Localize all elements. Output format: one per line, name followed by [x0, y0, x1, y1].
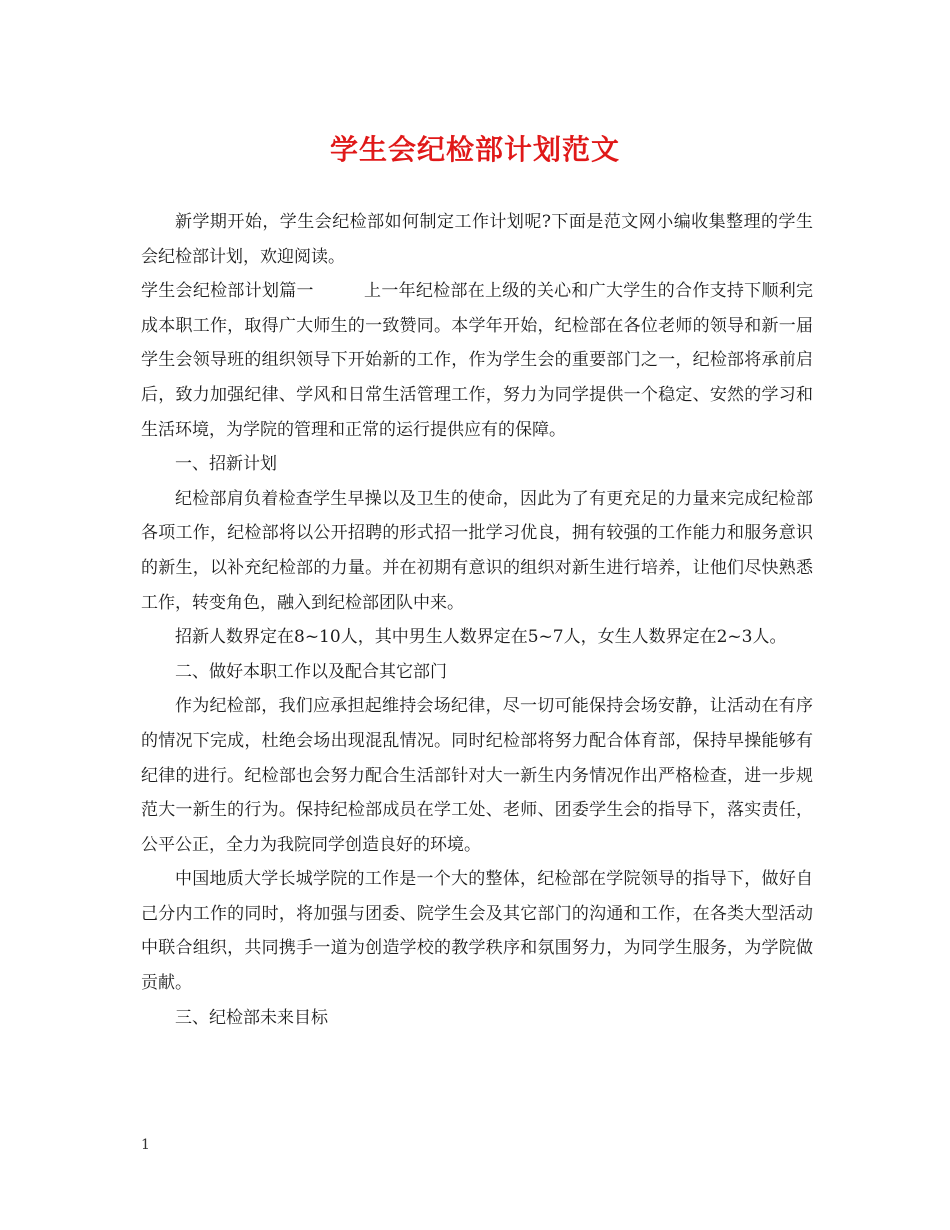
recruitment-numbers-paragraph: 招新人数界定在8~10人，其中男生人数界定在5~7人，女生人数界定在2~3人。	[175, 627, 787, 648]
heading-recruitment: 一、招新计划	[175, 454, 277, 475]
heading-goals: 三、纪检部未来目标	[175, 1007, 328, 1028]
section-label: 学生会纪检部计划篇一	[141, 281, 314, 302]
document-title: 学生会纪检部计划范文	[329, 133, 620, 166]
duties-paragraph: 作为纪检部，我们应承担起维持会场纪律，尽一切可能保持会场安静，让活动在有序的情况下完成，杜绝会场出现混乱情况。同时纪检部将努力配合体育部，保持早操能够有纪律的进行。纪检部也会努力配合生活部针对大一新生内务情况作出严格检查，进一步规范大一新生的行为。保持纪检部成员在学工处、老师、团委学生会的指导下，落实责任，公平公正，全力为我院同学创造良好的环境。	[141, 696, 813, 855]
cooperation-paragraph: 中国地质大学长城学院的工作是一个大的整体，纪检部在学院领导的指导下，做好自己分内工作的同时，将加强与团委、院学生会及其它部门的沟通和工作，在各类大型活动中联合组织，共同携手一道为创造学校的教学秩序和氛围努力，为同学生服务，为学院做贡献。	[141, 869, 813, 994]
section-paragraph	[141, 274, 813, 447]
heading-duties: 二、做好本职工作以及配合其它部门	[175, 661, 447, 682]
document-body	[141, 205, 813, 1035]
intro-paragraph: 新学期开始，学生会纪检部如何制定工作计划呢?下面是范文网小编收集整理的学生会纪检部计划，欢迎阅读。	[141, 212, 813, 267]
section-lead: 上一年纪检部在上级的关心和广大学生的合作支持下顺利完成本职工作，取得广大师生的一致赞同。本学年开始，纪检部在各位老师的领导和新一届学生会领导班的组织领导下开始新的工作，作为学生会的重要部门之一，纪检部将承前启后，致力加强纪律、学风和日常生活管理工作，努力为同学提供一个稳定、安然的学习和生活环境，为学院的管理和正常的运行提供应有的保障。	[141, 281, 814, 440]
recruitment-paragraph: 纪检部肩负着检查学生早操以及卫生的使命，因此为了有更充足的力量来完成纪检部各项工作，纪检部将以公开招聘的形式招一批学习优良，拥有较强的工作能力和服务意识的新生，以补充纪检部的力量。并在初期有意识的组织对新生进行培养，让他们尽快熟悉工作，转变角色，融入到纪检部团队中来。	[141, 488, 813, 613]
page-number: 1	[141, 1137, 150, 1153]
